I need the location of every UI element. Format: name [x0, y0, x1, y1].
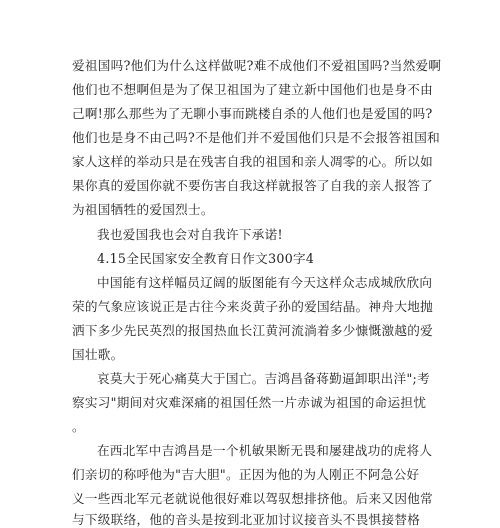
paragraph-line: 他们也不想啊但是为了保卫祖国为了建立新中国他们也是身不由 — [72, 82, 434, 97]
paragraph-line: 他们也是身不由己吗?不是他们并不爱国他们只是不会报答祖国和 — [72, 130, 441, 145]
paragraph-line: 爱祖国吗?他们为什么这样做呢?难不成他们不爱祖国吗?当然爱啊 — [72, 58, 442, 73]
paragraph-line: 洒下多少先民英烈的报国热血长江黄河流淌着多少慷慨激越的爱 — [72, 323, 434, 338]
paragraph-line: 与下级联络，他的音头是按到北亚加讨议接音头不畏惧接替格 — [72, 512, 421, 527]
paragraph-line: 们亲切的称呼他为"吉大胆"。正因为他的为人刚正不阿急公好 — [72, 467, 420, 482]
paragraph-line: 为祖国牺牲的爱国烈士。 — [72, 202, 214, 217]
paragraph-line: 哀莫大于死心痛莫大于国亡。吉鸿昌备蒋勤逼卸职出洋";考 — [97, 371, 430, 386]
paragraph-line: 中国能有这样幅员辽阔的版图能有今天这样众志成城欣欣向 — [97, 275, 433, 290]
paragraph-line: 己啊!那么那些为了无聊小事而跳楼自杀的人他们也是爱国的吗? — [72, 106, 433, 121]
section-heading: 4.15全民国家安全教育日作文300字4 — [97, 251, 315, 266]
paragraph-line: 察实习"期间对灾难深痛的祖国任然一片赤诚为祖国的命运担忧 — [72, 395, 427, 410]
paragraph-line: 果你真的爱国你就不要伤害自我这样就报答了自我的亲人报答了 — [72, 178, 434, 193]
paragraph-line: 在西北军中吉鸿昌是一个机敏果断无畏和屡建战功的虎将人 — [97, 443, 433, 458]
paragraph-line: 我也爱国我也会对自我许下承诺! — [97, 227, 283, 242]
paragraph-line: 荣的气象应该说正是古往今来炎黄子孙的爱国结晶。神舟大地抛 — [72, 299, 434, 314]
paragraph-line: 家人这样的举动只是在残害自我的祖国和亲人凋零的心。所以如 — [72, 154, 434, 169]
paragraph-line: 国壮歌。 — [72, 347, 124, 362]
paragraph-line: 。 — [72, 419, 85, 434]
paragraph-line: 义一些西北军元老就说他很好难以驾驭想排挤他。后来又因他常 — [72, 491, 434, 506]
